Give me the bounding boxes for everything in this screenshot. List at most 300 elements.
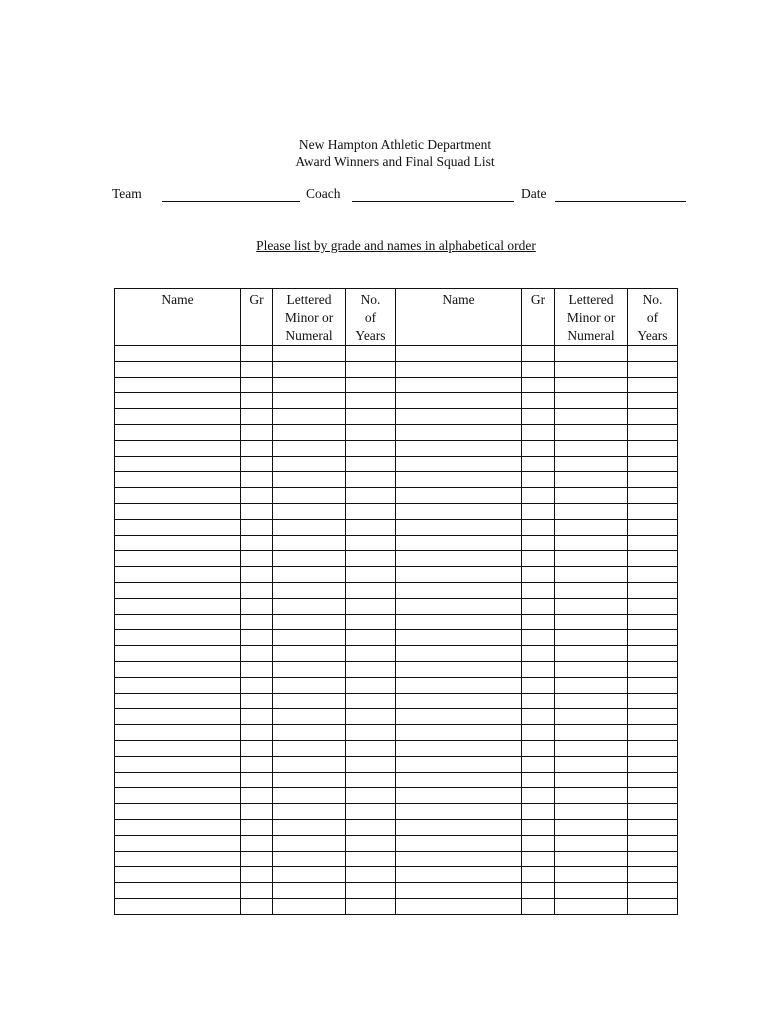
table-cell[interactable]: [522, 709, 555, 725]
table-cell[interactable]: [273, 424, 346, 440]
table-cell[interactable]: [273, 709, 346, 725]
table-cell[interactable]: [522, 788, 555, 804]
table-cell[interactable]: [522, 598, 555, 614]
table-cell[interactable]: [628, 567, 678, 583]
table-cell[interactable]: [396, 709, 522, 725]
table-cell[interactable]: [241, 393, 273, 409]
table-cell[interactable]: [522, 535, 555, 551]
table-cell[interactable]: [555, 614, 628, 630]
table-cell[interactable]: [241, 661, 273, 677]
table-cell[interactable]: [273, 630, 346, 646]
table-cell[interactable]: [241, 835, 273, 851]
table-cell[interactable]: [346, 740, 396, 756]
table-cell[interactable]: [522, 772, 555, 788]
table-cell[interactable]: [241, 677, 273, 693]
table-cell[interactable]: [273, 472, 346, 488]
table-cell[interactable]: [273, 535, 346, 551]
table-cell[interactable]: [555, 503, 628, 519]
table-cell[interactable]: [555, 867, 628, 883]
table-cell[interactable]: [346, 883, 396, 899]
table-row: [115, 835, 678, 851]
table-cell[interactable]: [346, 709, 396, 725]
table-cell[interactable]: [522, 567, 555, 583]
table-cell[interactable]: [115, 788, 241, 804]
table-cell[interactable]: [396, 804, 522, 820]
table-cell[interactable]: [273, 835, 346, 851]
table-cell[interactable]: [346, 661, 396, 677]
table-cell[interactable]: [273, 883, 346, 899]
table-cell[interactable]: [628, 804, 678, 820]
table-cell[interactable]: [628, 630, 678, 646]
table-cell[interactable]: [522, 551, 555, 567]
table-cell[interactable]: [346, 630, 396, 646]
table-cell[interactable]: [396, 819, 522, 835]
table-cell[interactable]: [241, 725, 273, 741]
table-cell[interactable]: [628, 424, 678, 440]
table-cell[interactable]: [396, 488, 522, 504]
table-cell[interactable]: [396, 835, 522, 851]
table-cell[interactable]: [555, 804, 628, 820]
table-cell[interactable]: [346, 488, 396, 504]
table-cell[interactable]: [115, 393, 241, 409]
table-cell[interactable]: [628, 440, 678, 456]
table-cell[interactable]: [241, 409, 273, 425]
table-cell[interactable]: [396, 535, 522, 551]
table-cell[interactable]: [241, 883, 273, 899]
table-cell[interactable]: [396, 646, 522, 662]
table-cell[interactable]: [115, 661, 241, 677]
table-cell[interactable]: [273, 614, 346, 630]
table-cell[interactable]: [555, 756, 628, 772]
table-cell[interactable]: [273, 693, 346, 709]
table-cell[interactable]: [273, 772, 346, 788]
table-cell[interactable]: [273, 346, 346, 362]
table-cell[interactable]: [115, 804, 241, 820]
table-cell[interactable]: [241, 598, 273, 614]
table-cell[interactable]: [241, 788, 273, 804]
table-cell[interactable]: [396, 867, 522, 883]
table-cell[interactable]: [522, 582, 555, 598]
table-cell[interactable]: [555, 519, 628, 535]
table-cell[interactable]: [241, 519, 273, 535]
table-cell[interactable]: [346, 503, 396, 519]
table-cell[interactable]: [241, 582, 273, 598]
table-cell[interactable]: [628, 346, 678, 362]
date-field[interactable]: [555, 201, 686, 202]
table-cell[interactable]: [628, 393, 678, 409]
table-cell[interactable]: [396, 614, 522, 630]
table-cell[interactable]: [115, 424, 241, 440]
table-cell[interactable]: [628, 867, 678, 883]
table-row: [115, 488, 678, 504]
table-cell[interactable]: [628, 693, 678, 709]
table-cell[interactable]: [346, 551, 396, 567]
table-cell[interactable]: [628, 819, 678, 835]
table-cell[interactable]: [628, 503, 678, 519]
table-cell[interactable]: [628, 646, 678, 662]
table-cell[interactable]: [555, 740, 628, 756]
table-cell[interactable]: [396, 851, 522, 867]
table-cell[interactable]: [273, 646, 346, 662]
table-cell[interactable]: [555, 361, 628, 377]
table-cell[interactable]: [396, 756, 522, 772]
table-cell[interactable]: [396, 883, 522, 899]
table-cell[interactable]: [522, 804, 555, 820]
column-header-years: No. of Years: [346, 289, 396, 346]
table-cell[interactable]: [115, 503, 241, 519]
table-cell[interactable]: [241, 488, 273, 504]
table-cell[interactable]: [522, 898, 555, 914]
form-subtitle: Award Winners and Final Squad List: [295, 154, 495, 169]
table-cell[interactable]: [115, 693, 241, 709]
table-cell[interactable]: [628, 535, 678, 551]
table-cell[interactable]: [241, 804, 273, 820]
table-cell[interactable]: [273, 661, 346, 677]
table-cell[interactable]: [241, 851, 273, 867]
table-cell[interactable]: [396, 503, 522, 519]
table-cell[interactable]: [555, 582, 628, 598]
table-cell[interactable]: [555, 535, 628, 551]
table-cell[interactable]: [346, 472, 396, 488]
table-row: [115, 551, 678, 567]
table-cell[interactable]: [346, 804, 396, 820]
table-cell[interactable]: [396, 677, 522, 693]
table-cell[interactable]: [628, 740, 678, 756]
table-cell[interactable]: [522, 646, 555, 662]
table-cell[interactable]: [346, 361, 396, 377]
table-cell[interactable]: [241, 898, 273, 914]
table-cell[interactable]: [273, 677, 346, 693]
table-cell[interactable]: [115, 740, 241, 756]
table-cell[interactable]: [241, 693, 273, 709]
table-cell[interactable]: [241, 472, 273, 488]
table-cell[interactable]: [628, 519, 678, 535]
table-cell[interactable]: [346, 424, 396, 440]
table-cell[interactable]: [628, 883, 678, 899]
table-cell[interactable]: [273, 503, 346, 519]
table-cell[interactable]: [273, 393, 346, 409]
table-cell[interactable]: [115, 440, 241, 456]
table-cell[interactable]: [522, 725, 555, 741]
table-cell[interactable]: [555, 646, 628, 662]
table-cell[interactable]: [273, 519, 346, 535]
table-cell[interactable]: [346, 393, 396, 409]
table-cell[interactable]: [522, 456, 555, 472]
table-cell[interactable]: [241, 551, 273, 567]
table-cell[interactable]: [396, 472, 522, 488]
table-cell[interactable]: [273, 898, 346, 914]
table-cell[interactable]: [346, 677, 396, 693]
table-cell[interactable]: [241, 819, 273, 835]
table-cell[interactable]: [241, 440, 273, 456]
table-cell[interactable]: [396, 661, 522, 677]
table-cell[interactable]: [522, 519, 555, 535]
table-cell[interactable]: [346, 819, 396, 835]
table-cell[interactable]: [273, 551, 346, 567]
table-cell[interactable]: [273, 409, 346, 425]
table-cell[interactable]: [346, 756, 396, 772]
table-cell[interactable]: [273, 725, 346, 741]
table-cell[interactable]: [115, 346, 241, 362]
table-cell[interactable]: [628, 409, 678, 425]
table-cell[interactable]: [396, 440, 522, 456]
table-cell[interactable]: [522, 409, 555, 425]
table-cell[interactable]: [115, 472, 241, 488]
table-cell[interactable]: [273, 456, 346, 472]
table-cell[interactable]: [396, 377, 522, 393]
table-cell[interactable]: [628, 598, 678, 614]
table-cell[interactable]: [115, 377, 241, 393]
table-cell[interactable]: [522, 503, 555, 519]
table-cell[interactable]: [115, 488, 241, 504]
table-cell[interactable]: [115, 851, 241, 867]
table-cell[interactable]: [628, 772, 678, 788]
table-cell[interactable]: [555, 725, 628, 741]
table-cell[interactable]: [522, 361, 555, 377]
table-cell[interactable]: [273, 598, 346, 614]
table-cell[interactable]: [396, 898, 522, 914]
table-cell[interactable]: [628, 614, 678, 630]
table-cell[interactable]: [346, 567, 396, 583]
table-cell[interactable]: [115, 551, 241, 567]
table-cell[interactable]: [273, 377, 346, 393]
table-cell[interactable]: [115, 519, 241, 535]
table-cell[interactable]: [396, 693, 522, 709]
table-cell[interactable]: [241, 867, 273, 883]
table-cell[interactable]: [522, 377, 555, 393]
table-cell[interactable]: [522, 851, 555, 867]
table-cell[interactable]: [273, 488, 346, 504]
table-cell[interactable]: [346, 377, 396, 393]
table-cell[interactable]: [555, 393, 628, 409]
table-cell[interactable]: [273, 567, 346, 583]
table-cell[interactable]: [346, 409, 396, 425]
table-cell[interactable]: [555, 693, 628, 709]
table-cell[interactable]: [273, 788, 346, 804]
table-cell[interactable]: [628, 851, 678, 867]
table-cell[interactable]: [628, 456, 678, 472]
table-cell[interactable]: [396, 567, 522, 583]
table-cell[interactable]: [346, 614, 396, 630]
table-cell[interactable]: [555, 424, 628, 440]
table-cell[interactable]: [555, 456, 628, 472]
table-cell[interactable]: [115, 772, 241, 788]
table-cell[interactable]: [241, 646, 273, 662]
table-cell[interactable]: [555, 883, 628, 899]
table-cell[interactable]: [273, 582, 346, 598]
table-cell[interactable]: [115, 898, 241, 914]
team-field[interactable]: [162, 201, 300, 202]
table-cell[interactable]: [628, 835, 678, 851]
table-cell[interactable]: [522, 883, 555, 899]
table-cell[interactable]: [346, 725, 396, 741]
table-cell[interactable]: [628, 661, 678, 677]
table-cell[interactable]: [522, 488, 555, 504]
table-cell[interactable]: [555, 551, 628, 567]
table-cell[interactable]: [241, 740, 273, 756]
table-cell[interactable]: [115, 709, 241, 725]
table-cell[interactable]: [115, 567, 241, 583]
table-cell[interactable]: [241, 772, 273, 788]
table-cell[interactable]: [396, 598, 522, 614]
table-cell[interactable]: [555, 677, 628, 693]
table-cell[interactable]: [346, 519, 396, 535]
table-row: [115, 772, 678, 788]
table-cell[interactable]: [628, 709, 678, 725]
table-cell[interactable]: [522, 740, 555, 756]
table-row: [115, 788, 678, 804]
table-cell[interactable]: [346, 535, 396, 551]
table-cell[interactable]: [555, 598, 628, 614]
table-cell[interactable]: [555, 488, 628, 504]
table-cell[interactable]: [115, 409, 241, 425]
table-cell[interactable]: [241, 503, 273, 519]
table-cell[interactable]: [396, 772, 522, 788]
table-cell[interactable]: [115, 819, 241, 835]
table-cell[interactable]: [396, 456, 522, 472]
table-cell[interactable]: [555, 409, 628, 425]
table-cell[interactable]: [396, 519, 522, 535]
table-cell[interactable]: [115, 883, 241, 899]
table-cell[interactable]: [522, 346, 555, 362]
table-cell[interactable]: [628, 488, 678, 504]
table-cell[interactable]: [115, 598, 241, 614]
table-cell[interactable]: [555, 835, 628, 851]
table-cell[interactable]: [346, 772, 396, 788]
table-cell[interactable]: [241, 614, 273, 630]
table-cell[interactable]: [241, 361, 273, 377]
table-cell[interactable]: [396, 551, 522, 567]
table-cell[interactable]: [396, 582, 522, 598]
table-cell[interactable]: [522, 661, 555, 677]
table-cell[interactable]: [628, 898, 678, 914]
table-cell[interactable]: [241, 377, 273, 393]
table-cell[interactable]: [396, 346, 522, 362]
table-cell[interactable]: [396, 424, 522, 440]
table-cell[interactable]: [115, 456, 241, 472]
table-cell[interactable]: [115, 867, 241, 883]
table-cell[interactable]: [273, 756, 346, 772]
table-cell[interactable]: [115, 756, 241, 772]
table-cell[interactable]: [346, 898, 396, 914]
table-cell[interactable]: [396, 361, 522, 377]
table-cell[interactable]: [555, 567, 628, 583]
table-cell[interactable]: [115, 835, 241, 851]
table-cell[interactable]: [241, 424, 273, 440]
table-cell[interactable]: [555, 440, 628, 456]
table-cell[interactable]: [522, 472, 555, 488]
table-cell[interactable]: [273, 440, 346, 456]
table-cell[interactable]: [628, 377, 678, 393]
table-cell[interactable]: [273, 867, 346, 883]
table-cell[interactable]: [522, 424, 555, 440]
table-cell[interactable]: [555, 851, 628, 867]
table-cell[interactable]: [273, 804, 346, 820]
table-cell[interactable]: [555, 346, 628, 362]
table-cell[interactable]: [555, 898, 628, 914]
table-cell[interactable]: [346, 456, 396, 472]
table-cell[interactable]: [628, 725, 678, 741]
table-cell[interactable]: [555, 709, 628, 725]
table-cell[interactable]: [241, 346, 273, 362]
table-cell[interactable]: [346, 598, 396, 614]
table-cell[interactable]: [628, 582, 678, 598]
table-cell[interactable]: [522, 677, 555, 693]
table-cell[interactable]: [628, 756, 678, 772]
table-cell[interactable]: [115, 582, 241, 598]
table-cell[interactable]: [115, 361, 241, 377]
table-cell[interactable]: [555, 788, 628, 804]
table-cell[interactable]: [396, 409, 522, 425]
table-cell[interactable]: [555, 661, 628, 677]
table-cell[interactable]: [628, 788, 678, 804]
table-cell[interactable]: [241, 756, 273, 772]
table-cell[interactable]: [522, 835, 555, 851]
table-cell[interactable]: [115, 646, 241, 662]
table-cell[interactable]: [115, 677, 241, 693]
table-cell[interactable]: [396, 630, 522, 646]
table-cell[interactable]: [628, 472, 678, 488]
table-cell[interactable]: [241, 630, 273, 646]
table-cell[interactable]: [522, 756, 555, 772]
table-cell[interactable]: [555, 377, 628, 393]
table-cell[interactable]: [396, 725, 522, 741]
table-cell[interactable]: [273, 819, 346, 835]
table-cell[interactable]: [346, 788, 396, 804]
table-cell[interactable]: [522, 693, 555, 709]
table-cell[interactable]: [241, 456, 273, 472]
table-cell[interactable]: [396, 788, 522, 804]
table-cell[interactable]: [522, 867, 555, 883]
table-cell[interactable]: [555, 772, 628, 788]
table-cell[interactable]: [115, 535, 241, 551]
table-cell[interactable]: [346, 582, 396, 598]
coach-field[interactable]: [352, 201, 514, 202]
table-cell[interactable]: [628, 361, 678, 377]
table-cell[interactable]: [522, 819, 555, 835]
table-cell[interactable]: [346, 835, 396, 851]
table-cell[interactable]: [396, 740, 522, 756]
table-row: [115, 756, 678, 772]
table-cell[interactable]: [273, 851, 346, 867]
table-row: [115, 346, 678, 362]
table-cell[interactable]: [346, 646, 396, 662]
table-cell[interactable]: [555, 472, 628, 488]
table-cell[interactable]: [115, 614, 241, 630]
table-cell[interactable]: [241, 567, 273, 583]
table-cell[interactable]: [273, 361, 346, 377]
table-cell[interactable]: [555, 630, 628, 646]
table-cell[interactable]: [555, 819, 628, 835]
table-cell[interactable]: [346, 867, 396, 883]
table-cell[interactable]: [115, 725, 241, 741]
table-cell[interactable]: [522, 440, 555, 456]
table-cell[interactable]: [396, 393, 522, 409]
table-cell[interactable]: [346, 851, 396, 867]
table-cell[interactable]: [346, 440, 396, 456]
table-cell[interactable]: [241, 535, 273, 551]
table-cell[interactable]: [115, 630, 241, 646]
table-cell[interactable]: [628, 551, 678, 567]
table-cell[interactable]: [522, 393, 555, 409]
table-cell[interactable]: [522, 614, 555, 630]
table-cell[interactable]: [628, 677, 678, 693]
table-cell[interactable]: [241, 709, 273, 725]
table-cell[interactable]: [346, 346, 396, 362]
table-cell[interactable]: [273, 740, 346, 756]
table-cell[interactable]: [346, 693, 396, 709]
table-cell[interactable]: [522, 630, 555, 646]
